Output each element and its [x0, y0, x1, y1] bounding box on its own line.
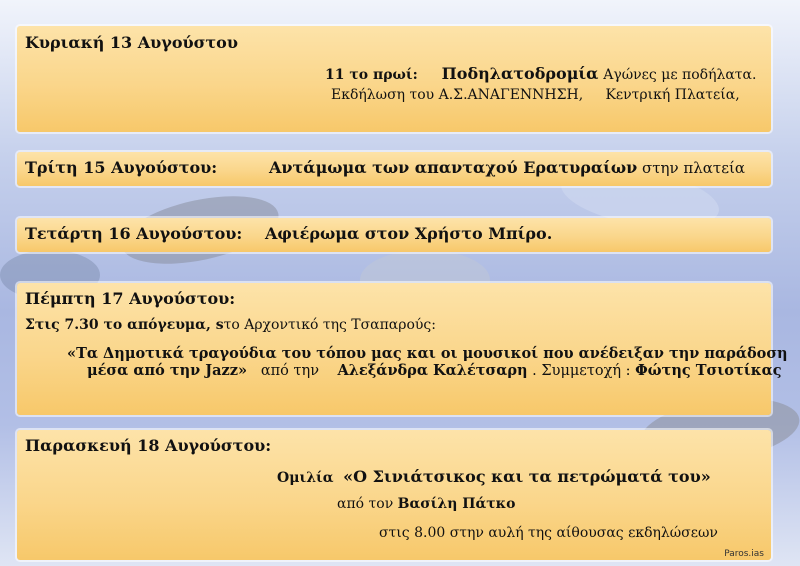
event-description: στην πλατεία — [642, 159, 746, 177]
event-participant: Φώτης Τσιοτίκας — [635, 362, 782, 379]
event-card-thursday — [17, 283, 788, 415]
event-title-label: Ομιλία — [277, 470, 334, 486]
event-place: Κεντρική Πλατεία, — [605, 87, 740, 103]
event-organizer: Εκδήλωση του Α.Σ.ΑΝΑΓΕΝΝΗΣΗ, — [331, 87, 584, 103]
event-line — [331, 87, 740, 103]
event-card-sunday — [17, 26, 771, 132]
event-when: στις 8.00 στην αυλή της αίθουσας εκδηλώσεων — [379, 525, 718, 541]
event-line — [325, 64, 756, 83]
event-from: από τον — [337, 496, 394, 512]
event-line — [265, 224, 552, 243]
event-day: Τετάρτη 16 Αυγούστου: — [25, 224, 243, 243]
event-venue: το Αρχοντικό της Τσαπαρούς: — [223, 317, 436, 333]
event-speaker: Αλεξάνδρα Καλέτσαρη — [337, 362, 528, 379]
event-title: Ποδηλατοδρομία — [441, 64, 599, 83]
event-day: Παρασκευή 18 Αυγούστου: — [25, 436, 272, 455]
event-card-wednesday — [17, 218, 771, 252]
event-time: Στις 7.30 το απόγευμα, s — [25, 317, 224, 333]
event-day: Τρίτη 15 Αυγούστου: — [25, 158, 218, 177]
event-participation-label: . Συμμετοχή : — [532, 363, 631, 379]
event-title-line2 — [87, 362, 782, 379]
event-day: Πέμπτη 17 Αυγούστου: — [25, 289, 236, 308]
event-time-line — [25, 317, 436, 333]
event-title: Αντάμωμα των απανταχού Ερατυραίων — [269, 158, 638, 177]
event-line — [269, 158, 745, 177]
event-title: Αφιέρωμα στον Χρήστο Μπίρο — [265, 224, 547, 243]
event-from: από την — [260, 363, 320, 379]
event-card-friday — [17, 430, 771, 560]
image-credit: Paros.ias — [724, 549, 764, 559]
event-title-period: . — [546, 224, 553, 243]
event-title-line1: «Τα Δημοτικά τραγούδια του τόπου μας και οι μουσικοί που ανέδειξαν την παράδοση — [67, 345, 788, 362]
event-card-tuesday — [17, 152, 771, 186]
event-line — [277, 467, 711, 486]
event-day: Κυριακή 13 Αυγούστου — [25, 33, 238, 52]
event-title: μέσα από την Jazz» — [87, 362, 248, 379]
event-title: «Ο Σινιάτσικος και τα πετρώματά του» — [343, 467, 711, 486]
event-time: 11 το πρωί: — [325, 67, 418, 83]
event-description: Αγώνες με ποδήλατα. — [603, 67, 757, 83]
event-speaker: Βασίλη Πάτκο — [397, 496, 516, 512]
event-line — [337, 496, 516, 512]
